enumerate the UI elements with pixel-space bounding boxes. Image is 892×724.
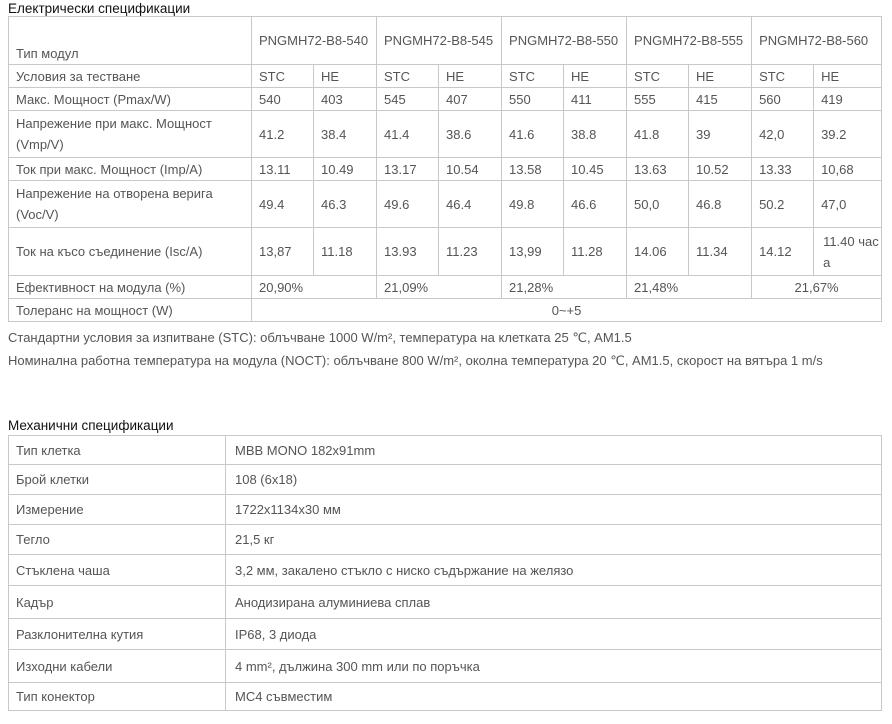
- table-cell: 46.8: [689, 181, 752, 228]
- row-label: Напрежение на отворена верига (Voc/V): [9, 181, 252, 228]
- row-label: Стъклена чаша: [9, 555, 226, 586]
- table-cell: 11.18: [314, 228, 377, 276]
- table-cell: 540: [252, 88, 314, 111]
- stc-note: Стандартни условия за изпитване (STC): облъчване 1000 W/m², температура на клетката 25 ℃, AM1.5: [8, 330, 632, 345]
- table-cell: HE: [314, 65, 377, 88]
- table-row: [9, 495, 882, 525]
- table-cell: 46.4: [439, 181, 502, 228]
- table-cell: HE: [564, 65, 627, 88]
- table-row: [9, 525, 882, 555]
- table-row: [9, 436, 882, 465]
- module-model: PNGMH72-B8-560: [752, 17, 882, 65]
- table-cell: 14.12: [752, 228, 814, 276]
- table-cell: 42,0: [752, 111, 814, 158]
- table-cell: STC: [627, 65, 689, 88]
- table-cell: 10,68: [814, 158, 882, 181]
- row-label: Измерение: [9, 495, 226, 525]
- table-cell: 21,5 кг: [226, 525, 882, 555]
- table-cell: 50.2: [752, 181, 814, 228]
- row-label: Макс. Мощност (Pmax/W): [9, 88, 252, 111]
- table-cell: STC: [502, 65, 564, 88]
- table-row: [9, 683, 882, 711]
- table-cell: 545: [377, 88, 439, 111]
- table-cell: 10.52: [689, 158, 752, 181]
- table-cell: 38.6: [439, 111, 502, 158]
- table-cell: 13.33: [752, 158, 814, 181]
- table-row: [9, 586, 882, 619]
- table-cell: 41.6: [502, 111, 564, 158]
- table-cell: 560: [752, 88, 814, 111]
- table-cell: 46.3: [314, 181, 377, 228]
- table-cell: STC: [377, 65, 439, 88]
- table-row: [9, 650, 882, 683]
- table-cell: 41.2: [252, 111, 314, 158]
- table-cell: 13,87: [252, 228, 314, 276]
- table-cell: 13.58: [502, 158, 564, 181]
- table-cell: 39.2: [814, 111, 882, 158]
- row-label: Ток при макс. Мощност (Imp/A): [9, 158, 252, 181]
- table-cell: 4 mm², дължина 300 mm или по поръчка: [226, 650, 882, 683]
- table-cell: 1722x1134x30 мм: [226, 495, 882, 525]
- table-cell: 21,09%: [377, 276, 502, 299]
- table-row: [9, 228, 882, 276]
- table-row: [9, 276, 882, 299]
- row-label: Напрежение при макс. Мощност (Vmp/V): [9, 111, 252, 158]
- table-cell: 38.8: [564, 111, 627, 158]
- table-cell: 403: [314, 88, 377, 111]
- table-cell: 38.4: [314, 111, 377, 158]
- table-cell: 407: [439, 88, 502, 111]
- table-cell: 3,2 мм, закалено стъкло с ниско съдържание на желязо: [226, 555, 882, 586]
- mechanical-specs-table: [8, 435, 882, 711]
- row-label: Условия за тестване: [9, 65, 252, 88]
- row-label: Тип клетка: [9, 436, 226, 465]
- table-cell: MBB MONO 182x91mm: [226, 436, 882, 465]
- row-label: Разклонителна кутия: [9, 619, 226, 650]
- table-cell: 0~+5: [252, 299, 882, 322]
- electrical-specs-table: [8, 16, 882, 322]
- row-label: Ток на късо съединение (Isc/A): [9, 228, 252, 276]
- table-cell: 41.4: [377, 111, 439, 158]
- table-cell: 419: [814, 88, 882, 111]
- table-row: [9, 65, 882, 88]
- table-cell: 49.6: [377, 181, 439, 228]
- table-cell: 10.54: [439, 158, 502, 181]
- table-cell: 11.34: [689, 228, 752, 276]
- table-cell: 11.28: [564, 228, 627, 276]
- table-cell: STC: [252, 65, 314, 88]
- table-cell: 415: [689, 88, 752, 111]
- table-row: [9, 111, 882, 158]
- table-cell: 13.17: [377, 158, 439, 181]
- module-model: PNGMH72-B8-540: [252, 17, 377, 65]
- table-cell: 108 (6x18): [226, 465, 882, 495]
- row-label: Изходни кабели: [9, 650, 226, 683]
- table-cell: 10.45: [564, 158, 627, 181]
- table-cell: 11.40 часа: [814, 228, 882, 276]
- table-cell: 10.49: [314, 158, 377, 181]
- row-label: Толеранс на мощност (W): [9, 299, 252, 322]
- table-cell: 41.8: [627, 111, 689, 158]
- table-row: [9, 619, 882, 650]
- row-label: Тегло: [9, 525, 226, 555]
- mechanical-specs-heading: Механични спецификации: [8, 418, 174, 433]
- table-cell: MC4 съвместим: [226, 683, 882, 711]
- table-cell: 46.6: [564, 181, 627, 228]
- table-row: [9, 465, 882, 495]
- table-row: [9, 158, 882, 181]
- table-row: [9, 299, 882, 322]
- table-cell: 47,0: [814, 181, 882, 228]
- table-cell: 14.06: [627, 228, 689, 276]
- electrical-specs-heading: Електрически спецификации: [8, 1, 191, 16]
- table-cell: 13.63: [627, 158, 689, 181]
- row-label: Тип конектор: [9, 683, 226, 711]
- table-cell: HE: [439, 65, 502, 88]
- table-cell: 21,48%: [627, 276, 752, 299]
- table-cell: 21,28%: [502, 276, 627, 299]
- table-cell: 39: [689, 111, 752, 158]
- table-row: [9, 88, 882, 111]
- table-cell: 50,0: [627, 181, 689, 228]
- row-label: Кадър: [9, 586, 226, 619]
- table-cell: IP68, 3 диода: [226, 619, 882, 650]
- table-cell: 20,90%: [252, 276, 377, 299]
- module-model: PNGMH72-B8-545: [377, 17, 502, 65]
- table-cell: 550: [502, 88, 564, 111]
- table-cell: HE: [689, 65, 752, 88]
- table-row: [9, 181, 882, 228]
- table-cell: 49.8: [502, 181, 564, 228]
- table-cell: 555: [627, 88, 689, 111]
- table-cell: 49.4: [252, 181, 314, 228]
- module-model: PNGMH72-B8-550: [502, 17, 627, 65]
- table-cell: 13.11: [252, 158, 314, 181]
- row-label: Тип модул: [9, 17, 252, 65]
- table-cell: 13,99: [502, 228, 564, 276]
- table-cell: 11.23: [439, 228, 502, 276]
- row-label: Брой клетки: [9, 465, 226, 495]
- table-cell: 13.93: [377, 228, 439, 276]
- noct-note: Номинална работна температура на модула (NOCT): облъчване 800 W/m², околна температура 20 ℃, AM1.5, скорост на вятъра 1 m/s: [8, 353, 823, 368]
- table-cell: Анодизирана алуминиева сплав: [226, 586, 882, 619]
- table-cell: 411: [564, 88, 627, 111]
- table-row: [9, 555, 882, 586]
- table-cell: 21,67%: [752, 276, 882, 299]
- table-row: [9, 17, 882, 65]
- table-cell: STC: [752, 65, 814, 88]
- row-label: Ефективност на модула (%): [9, 276, 252, 299]
- module-model: PNGMH72-B8-555: [627, 17, 752, 65]
- table-cell: HE: [814, 65, 882, 88]
